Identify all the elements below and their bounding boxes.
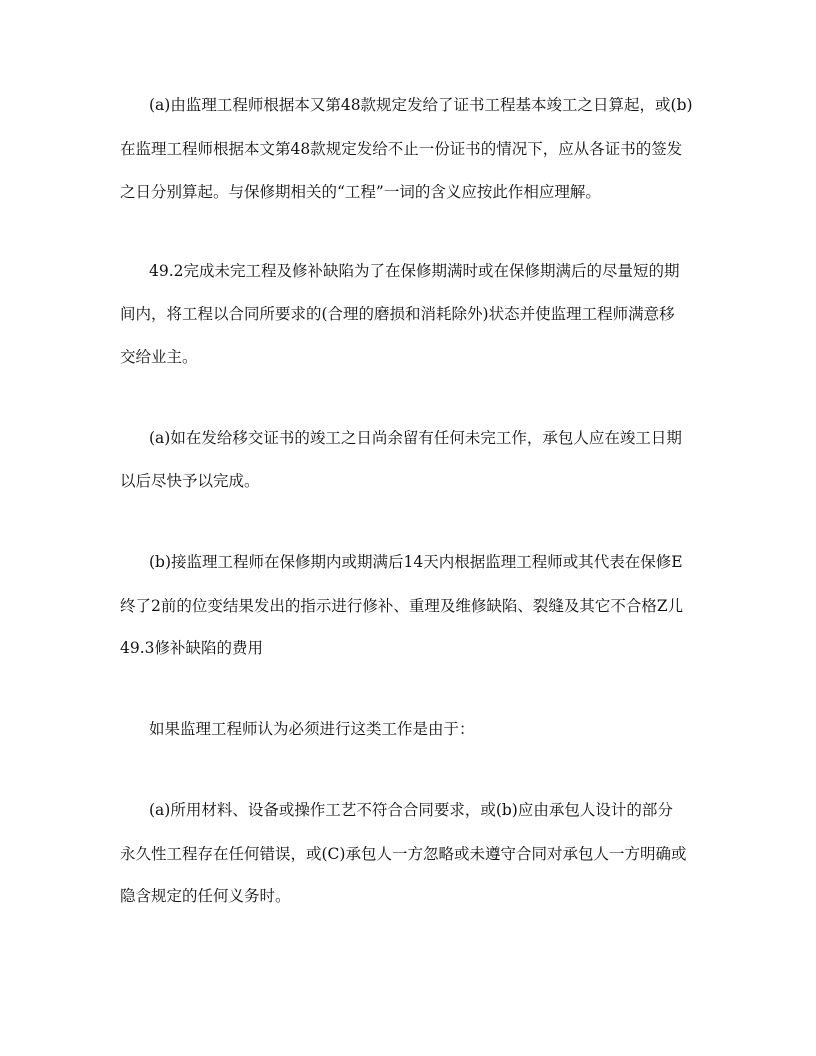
paragraph-2-line-1: 49.2完成未完工程及修补缺陷为了在保修期满时或在保修期满后的尽量短的期	[149, 262, 680, 280]
paragraph-2-line-3: 交给业主。	[120, 348, 198, 366]
paragraph-6-line-2: 永久性工程存在任何错误，或(C)承包人一方忽略或未遵守合同对承包人一方明确或	[120, 845, 687, 863]
paragraph-6-line-3: 隐含规定的任何义务时。	[120, 887, 291, 905]
paragraph-4-line-1: (b)接监理工程师在保修期内或期满后14天内根据监理工程师或其代表在保修E	[149, 553, 683, 571]
paragraph-1-line-1: (a)由监理工程师根据本又第48款规定发给了证书工程基本竣工之日算起，或(b)	[149, 96, 693, 114]
paragraph-1-line-3: 之日分别算起。与保修期相关的“工程”一词的含义应按此作相应理解。	[120, 183, 601, 201]
paragraph-5-line-1: 如果监理工程师认为必须进行这类工作是由于：	[149, 720, 475, 738]
paragraph-2-line-2: 间内，将工程以合同所要求的(合理的磨损和消耗除外)状态并使监理工程师满意移	[120, 305, 675, 323]
paragraph-6-line-1: (a)所用材料、设备或操作工艺不符合合同要求，或(b)应由承包人设计的部分	[149, 801, 673, 819]
paragraph-4-line-2: 终了2前的位变结果发出的指示进行修补、重理及维修缺陷、裂缝及其它不合格Z儿	[120, 597, 684, 615]
paragraph-3-line-1: (a)如在发给移交证书的竣工之日尚余留有任何未完工作，承包人应在竣工日期	[149, 429, 682, 447]
paragraph-1-line-2: 在监理工程师根据本文第48款规定发给不止一份证书的情况下，应从各证书的签发	[120, 140, 683, 158]
paragraph-3-line-2: 以后尽快予以完成。	[120, 472, 260, 490]
paragraph-4-line-3: 49.3修补缺陷的费用	[120, 639, 264, 657]
